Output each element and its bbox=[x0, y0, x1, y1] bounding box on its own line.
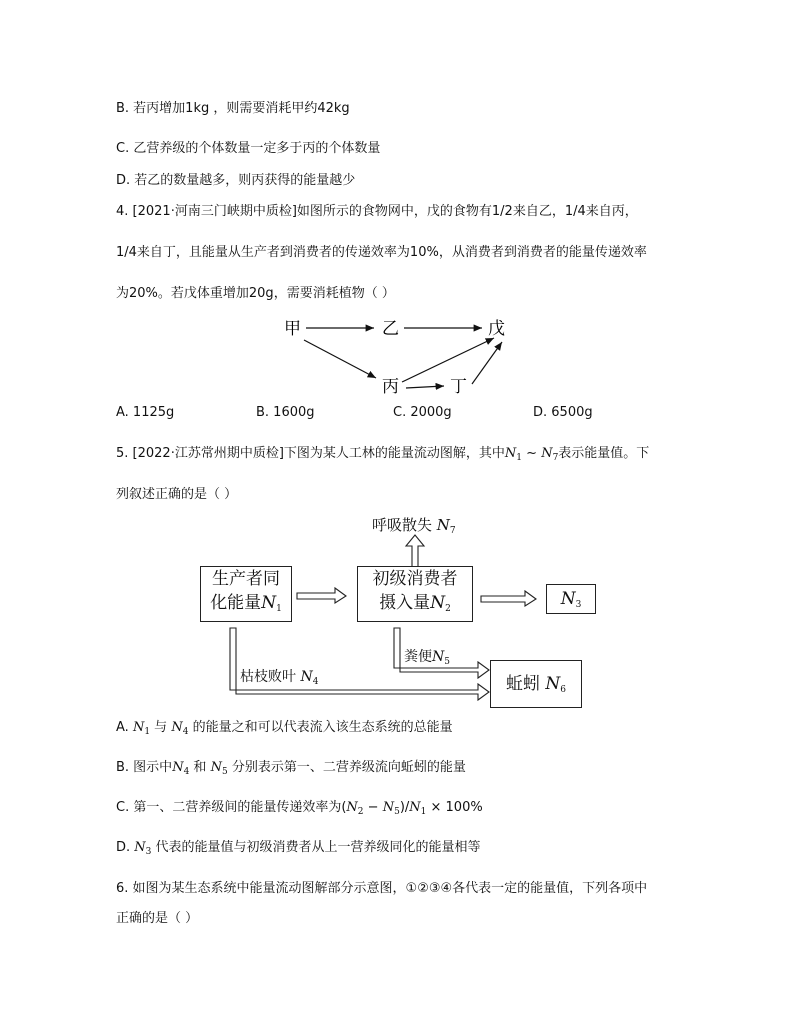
feces-label: 粪便$N_5$ bbox=[404, 649, 450, 667]
q3-option-d: D. 若乙的数量越多，则丙获得的能量越少 bbox=[116, 173, 356, 188]
q6-stem-line1: 6. 如图为某生态系统中能量流动图解部分示意图，①②③④各代表一定的能量值，下列各项中 bbox=[116, 881, 648, 896]
q4-option-c: C. 2000g bbox=[393, 405, 452, 420]
q4-option-a: A. 1125g bbox=[116, 405, 175, 420]
node-yi: 乙 bbox=[382, 319, 399, 339]
q5-option-b: B. 图示中$N_4$ 和 $N_5$ 分别表示第一、二营养级流向蚯蚓的能量 bbox=[116, 760, 466, 777]
q3-option-b: B. 若丙增加1kg ，则需要消耗甲约42kg bbox=[116, 101, 350, 116]
producer-box: 生产者同 化能量$N_1$ bbox=[200, 566, 292, 622]
litter-arrow bbox=[230, 628, 489, 700]
q5-stem-line1: 5. [2022·江苏常州期中质检]下图为某人工林的能量流动图解，其中$N_1$ ~ $N_7$表示能量值。下 bbox=[116, 446, 650, 463]
arrow-bing-ding bbox=[406, 386, 444, 388]
node-ding: 丁 bbox=[450, 377, 467, 397]
q4-stem-line3: 为20%。若戊体重增加20g，需要消耗植物（ ） bbox=[116, 286, 395, 301]
node-jia: 甲 bbox=[284, 319, 301, 339]
arrow-ding-wu bbox=[472, 342, 502, 384]
node-wu: 戊 bbox=[488, 319, 505, 339]
q3-option-c: C. 乙营养级的个体数量一定多于丙的个体数量 bbox=[116, 141, 381, 156]
q5-stem-line2: 列叙述正确的是（ ） bbox=[116, 487, 238, 502]
q5-option-c: C. 第一、二营养级间的能量传递效率为$(N_2 - N_5)/N_1 \times 100\%$ bbox=[116, 800, 483, 817]
respiration-arrow bbox=[406, 535, 424, 566]
arrow-jia-bing bbox=[304, 340, 376, 378]
consumer-to-n3-arrow bbox=[481, 591, 536, 606]
arrow-bing-wu bbox=[402, 338, 494, 382]
q4-stem-line1: 4. [2021·河南三门峡期中质检]如图所示的食物网中，戊的食物有1/2来自乙，1/4来自丙， bbox=[116, 204, 638, 219]
litter-label: 枯枝败叶 $N_4$ bbox=[240, 669, 319, 687]
primary-consumer-box: 初级消费者 摄入量$N_2$ bbox=[357, 566, 473, 622]
n3-box: $N_3$ bbox=[546, 584, 596, 614]
q5-option-d: D. $N_3$ 代表的能量值与初级消费者从上一营养级同化的能量相等 bbox=[116, 840, 481, 857]
q4-option-b: B. 1600g bbox=[256, 405, 315, 420]
food-web-diagram bbox=[270, 312, 520, 402]
node-bing: 丙 bbox=[382, 377, 399, 397]
feces-arrow bbox=[394, 628, 489, 678]
q4-stem-line2: 1/4来自丁，且能量从生产者到消费者的传递效率为10%，从消费者到消费者的能量传递效率 bbox=[116, 245, 647, 260]
q4-option-d: D. 6500g bbox=[533, 405, 593, 420]
producer-to-consumer-arrow bbox=[297, 588, 346, 603]
q5-option-a: A. $N_1$ 与 $N_4$ 的能量之和可以代表流入该生态系统的总能量 bbox=[116, 720, 453, 737]
earthworm-box: 蚯蚓 $N_6$ bbox=[490, 660, 582, 708]
respiration-label: 呼吸散失 $N_7$ bbox=[372, 516, 456, 536]
q6-stem-line2: 正确的是（ ） bbox=[116, 911, 199, 926]
